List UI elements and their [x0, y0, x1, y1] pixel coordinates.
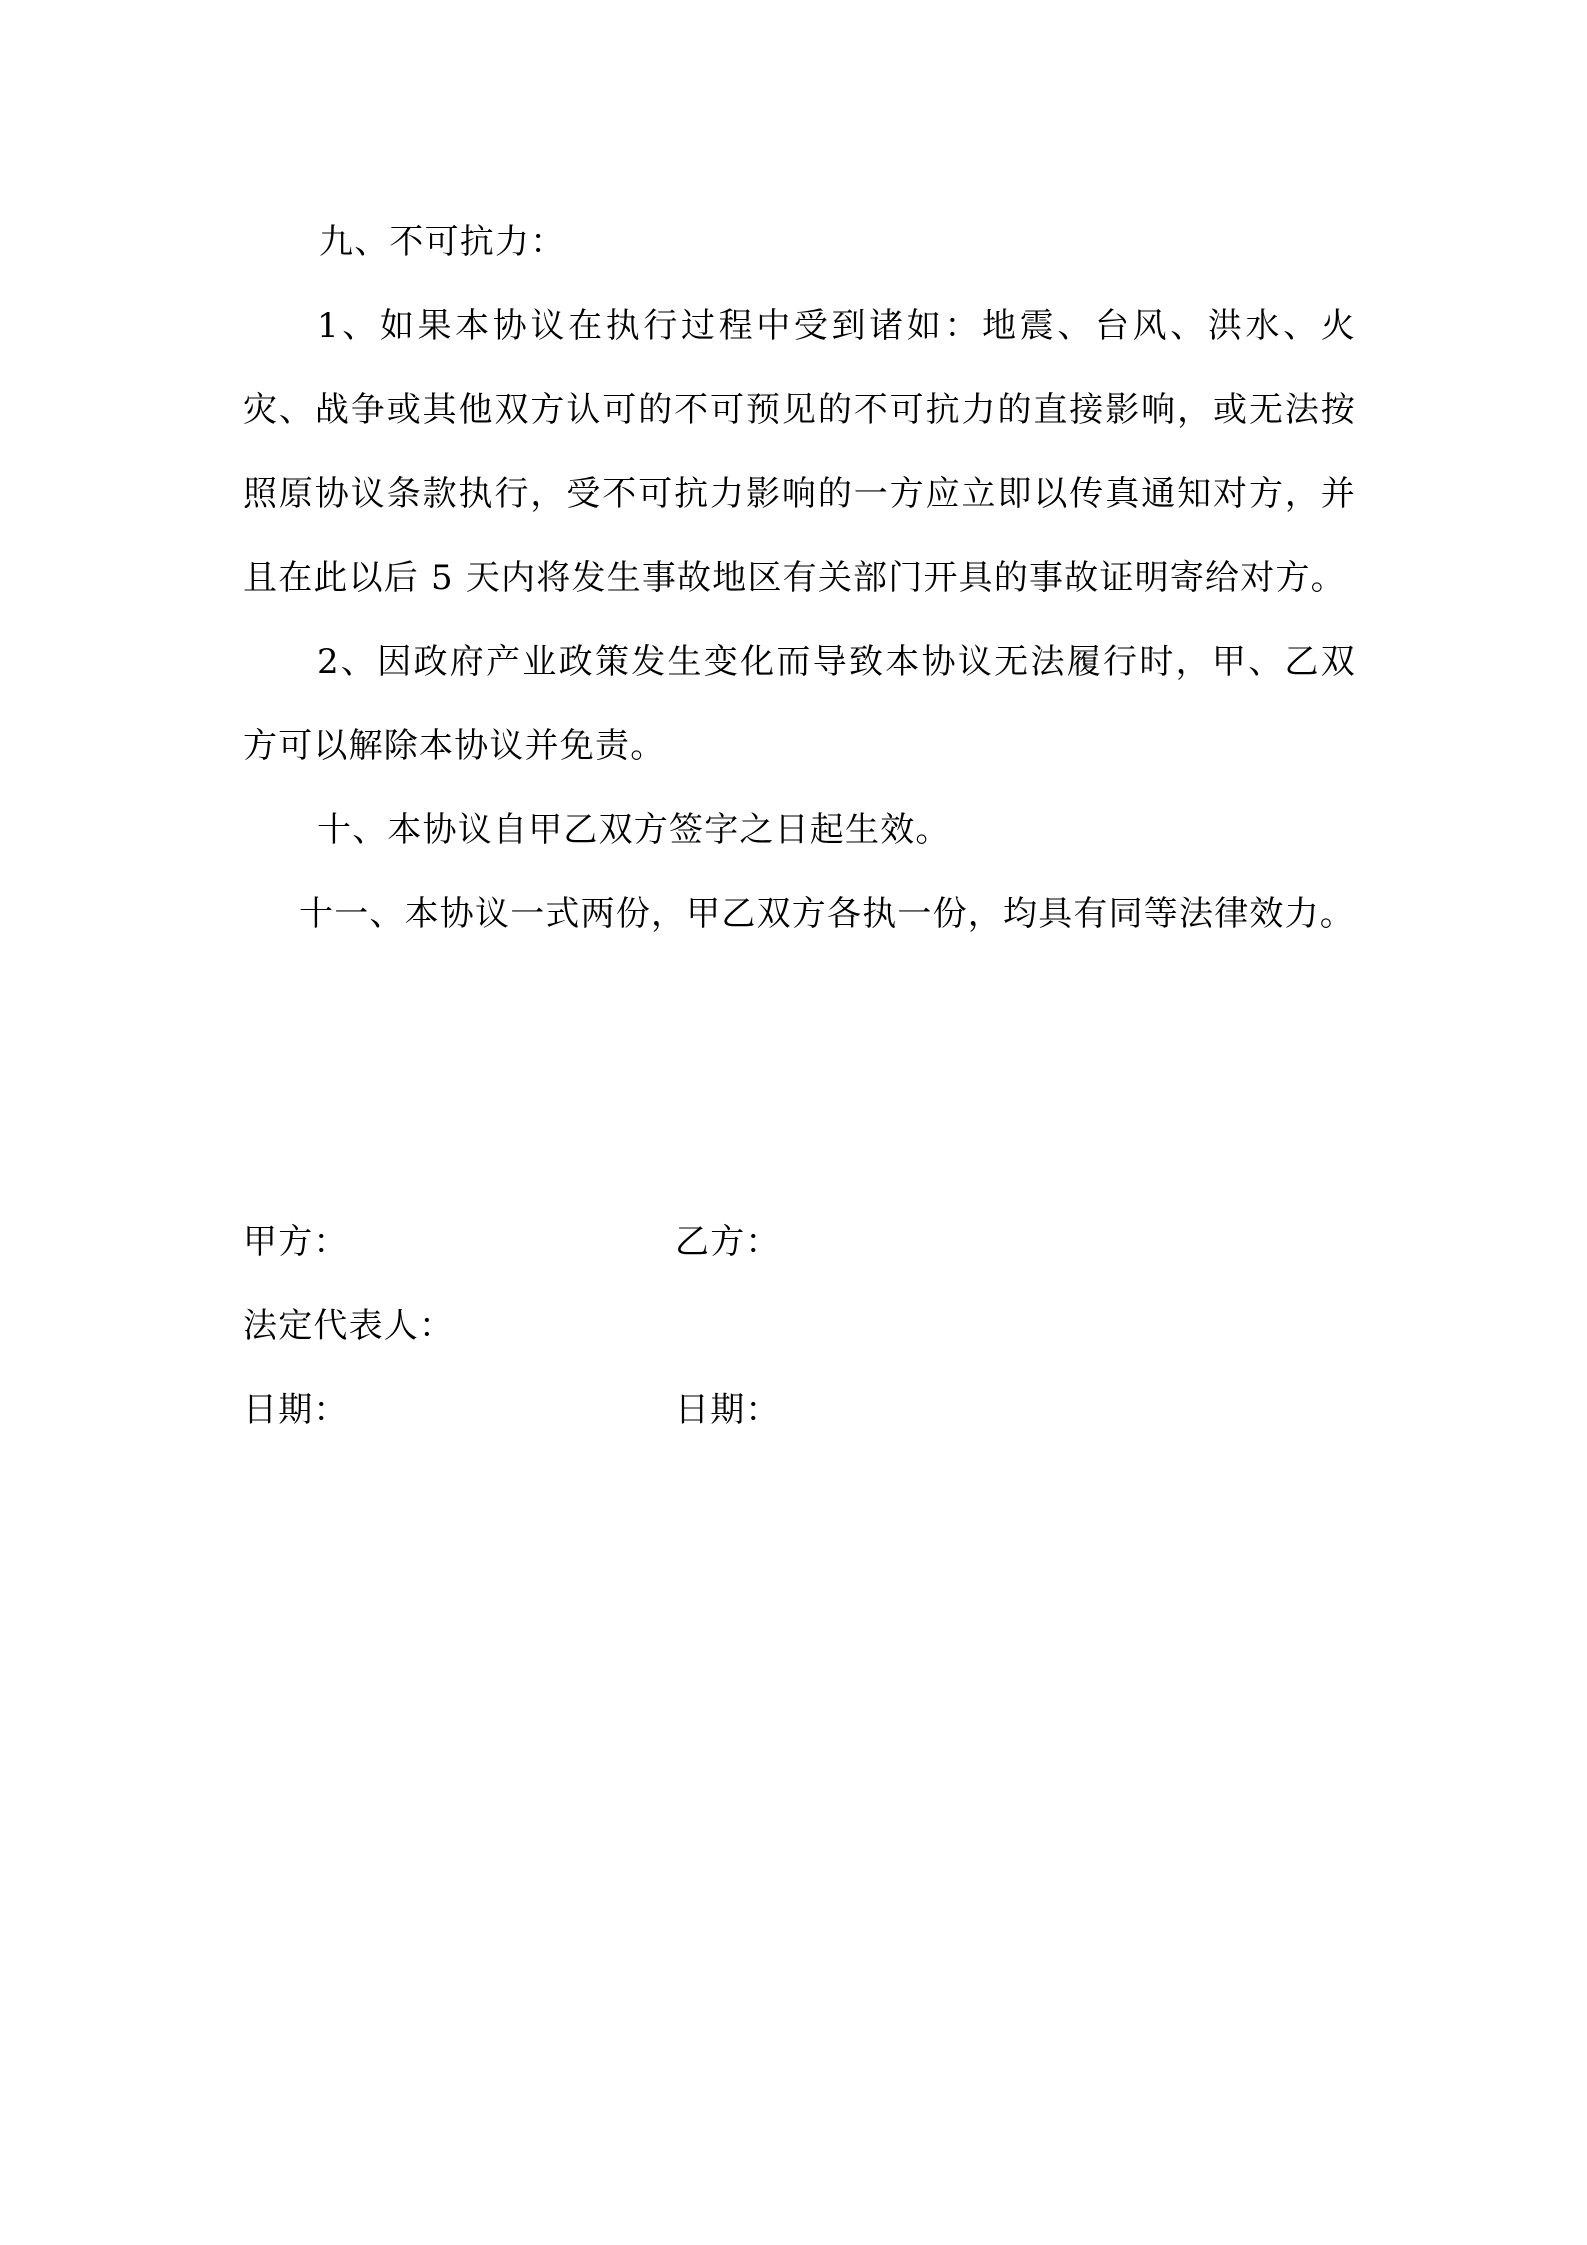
- agreement-body: [243, 200, 1356, 956]
- party-b-label: 乙方：: [675, 1222, 781, 1262]
- section-9-heading: 九、不可抗力：: [319, 222, 566, 262]
- clause-9-1: 1、如果本协议在执行过程中受到诸如：地震、台风、洪水、火灾、战争或其他双方认可的不可预见的不可抗力的直接影响，或无法按照原协议条款执行，受不可抗力影响的一方应立即以传真通知对方，并且在此以后 5 天内将发生事故地区有关部门开具的事故证明寄给对方。: [243, 306, 1356, 598]
- signature-row-parties: [243, 1200, 1356, 1284]
- party-a-label: 甲方：: [243, 1222, 349, 1262]
- signature-row-dates: [243, 1368, 1356, 1452]
- date-a-label: 日期：: [243, 1390, 349, 1430]
- date-b-label: 日期：: [675, 1390, 781, 1430]
- clause-11: 十一、本协议一式两份，甲乙双方各执一份，均具有同等法律效力。: [299, 894, 1355, 934]
- clause-10: 十、本协议自甲乙双方签字之日起生效。: [317, 810, 951, 850]
- legal-rep-label: 法定代表人：: [243, 1306, 455, 1346]
- signature-block: [243, 1200, 1356, 1452]
- signature-row-legal-rep: [243, 1284, 1356, 1368]
- clause-9-2: 2、因政府产业政策发生变化而导致本协议无法履行时，甲、乙双方可以解除本协议并免责。: [243, 642, 1356, 766]
